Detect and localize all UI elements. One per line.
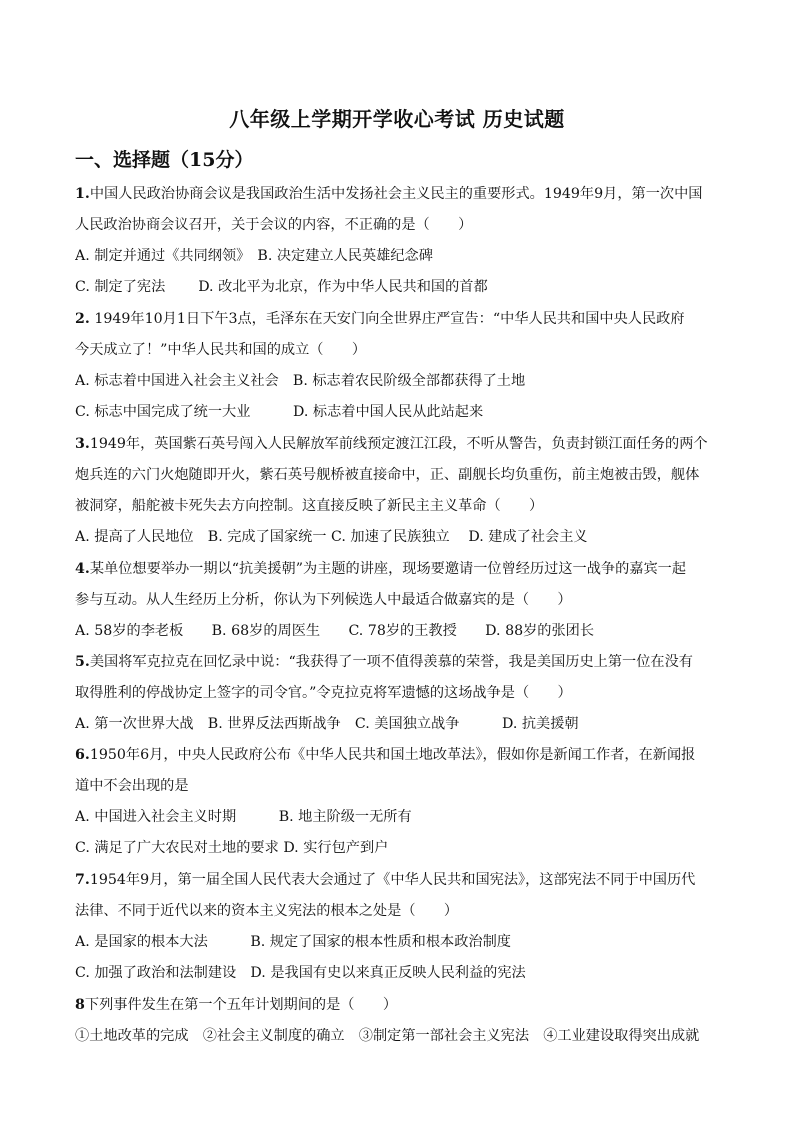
question-4-options-line-1: A. 58岁的李老板 B. 68岁的周医生 C. 78岁的王教授 D. 88岁的张团长	[75, 623, 595, 639]
question-1-options-line-2: C. 制定了宪法 D. 改北平为北京，作为中华人民共和国的首都	[75, 279, 488, 295]
question-2-options-line-2: C. 标志中国完成了统一大业 D. 标志着中国人民从此站起来	[75, 404, 484, 420]
question-number: 2.	[75, 311, 90, 327]
question-8-stem-line-1: 8下列事件发生在第一个五年计划期间的是（ ）	[75, 997, 398, 1013]
question-4-stem-line-2: 参与互动。从人生经历上分析，你认为下列候选人中最适合做嘉宾的是（ ）	[75, 592, 572, 608]
question-1-stem-line-1: 1.中国人民政治协商会议是我国政治生活中发扬社会主义民主的重要形式。1949年9月，第一次中国	[75, 186, 703, 202]
question-1-options-line-1: A. 制定并通过《共同纲领》 B. 决定建立人民英雄纪念碑	[75, 248, 433, 264]
question-3-options-line-1: A. 提高了人民地位 B. 完成了国家统一 C. 加速了民族独立 D. 建成了社会主义	[75, 529, 588, 545]
question-6-stem-line-1: 6.1950年6月，中央人民政府公布《中华人民共和国土地改革法》，假如你是新闻工作者，在新闻报	[75, 747, 696, 763]
question-2-options-line-1: A. 标志着中国进入社会主义社会 B. 标志着农民阶级全部都获得了土地	[75, 373, 526, 389]
question-number: 8	[75, 997, 85, 1013]
question-3-stem-line-1: 3.1949年，英国紫石英号闯入人民解放军前线预定渡江江段，不听从警告，负责封锁江面任务的两个	[75, 436, 708, 452]
question-5-stem-line-2: 取得胜利的停战协定上签字的司令官。”令克拉克将军遗憾的这场战争是（ ）	[75, 685, 572, 701]
section-heading: 一、选择题（15分）	[75, 149, 254, 171]
question-number: 5.	[75, 654, 90, 670]
question-1-stem-line-2: 人民政治协商会议召开，关于会议的内容，不正确的是（ ）	[75, 217, 473, 233]
question-5-options-line-1: A. 第一次世界大战 B. 世界反法西斯战争 C. 美国独立战争 D. 抗美援朝	[75, 716, 579, 732]
question-6-stem-line-2: 道中不会出现的是	[75, 778, 189, 794]
question-8-options-line-1: ①土地改革的完成 ②社会主义制度的确立 ③制定第一部社会主义宪法 ④工业建设取得突出成就	[75, 1028, 700, 1044]
question-3-stem-line-3: 被洞穿，船舵被卡死失去方向控制。这直接反映了新民主主义革命（ ）	[75, 498, 544, 514]
question-number: 1.	[75, 186, 90, 202]
question-7-options-line-2: C. 加强了政治和法制建设 D. 是我国有史以来真正反映人民利益的宪法	[75, 965, 526, 981]
question-6-options-line-1: A. 中国进入社会主义时期 B. 地主阶级一无所有	[75, 809, 412, 825]
question-6-options-line-2: C. 满足了广大农民对土地的要求 D. 实行包产到户	[75, 840, 389, 856]
exam-title: 八年级上学期开学收心考试 历史试题	[229, 107, 565, 131]
question-number: 6.	[75, 747, 90, 763]
question-4-stem-line-1: 4.某单位想要举办一期以“抗美援朝”为主题的讲座，现场要邀请一位曾经历过这一战争的嘉宾一起	[75, 561, 687, 577]
question-2-stem-line-1: 2. 1949年10月1日下午3点，毛泽东在天安门向全世界庄严宣告：“中华人民共和国中央人民政府	[75, 311, 685, 327]
question-5-stem-line-1: 5.美国将军克拉克在回忆录中说：“我获得了一项不值得羡慕的荣誉，我是美国历史上第一位在没有	[75, 654, 693, 670]
question-2-stem-line-2: 今天成立了！”中华人民共和国的成立（ ）	[75, 342, 367, 358]
question-7-stem-line-1: 7.1954年9月，第一届全国人民代表大会通过了《中华人民共和国宪法》，这部宪法不同于中国历代	[75, 872, 696, 888]
question-number: 3.	[75, 436, 90, 452]
question-7-options-line-1: A. 是国家的根本大法 B. 规定了国家的根本性质和根本政治制度	[75, 934, 511, 950]
question-3-stem-line-2: 炮兵连的六门火炮随即开火，紫石英号舰桥被直接命中，正、副舰长均负重伤，前主炮被击毁，舰体	[75, 467, 700, 483]
question-number: 4.	[75, 561, 90, 577]
question-7-stem-line-2: 法律、不同于近代以来的资本主义宪法的根本之处是（ ）	[75, 903, 459, 919]
question-number: 7.	[75, 872, 90, 888]
